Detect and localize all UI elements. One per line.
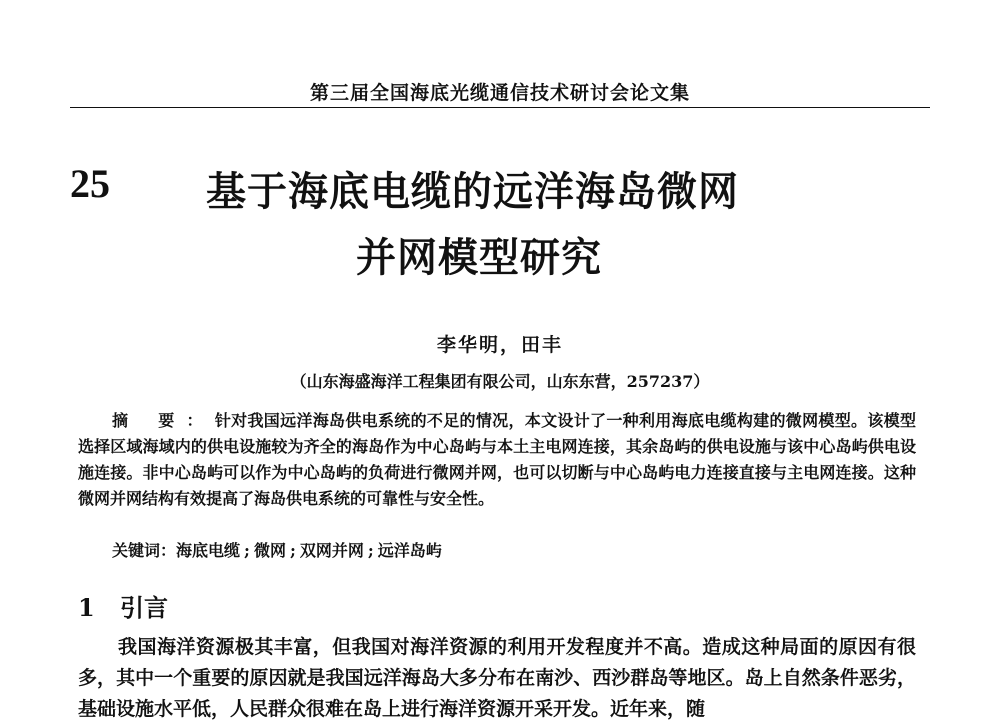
keyword-item: 远洋岛屿 <box>377 541 442 560</box>
abstract <box>78 408 916 512</box>
section-title: 引言 <box>120 593 168 622</box>
abstract-text: 针对我国远洋海岛供电系统的不足的情况，本文设计了一种利用海底电缆构建的微网模型。该模型选择区域海域内的供电设施较为齐全的海岛作为中心岛屿与本土主电网连接，其余岛屿的供电设施与该中心岛屿供电设施连接。非中心岛屿可以作为中心岛屿的负荷进行微网并网，也可以切断与中心岛屿电力连接直接与主电网连接。这种微网并网结构有效提高了海岛供电系统的可靠性与安全性。 <box>78 411 916 508</box>
authors: 李华明，田丰 <box>436 334 563 356</box>
affiliation: （山东海盛海洋工程集团有限公司，山东东营，257237） <box>290 372 710 391</box>
keywords-label: 关键词： <box>112 541 177 560</box>
abstract-label: 摘 要： <box>112 411 215 430</box>
body-paragraph: 我国海洋资源极其丰富，但我国对海洋资源的利用开发程度并不高。造成这种局面的原因有很多，其中一个重要的原因就是我国远洋海岛大多分布在南沙、西沙群岛等地区。岛上自然条件恶劣，基础设施水平低，人民群众很难在岛上进行海洋资源开采开发。近年来，随 <box>78 636 916 720</box>
paper-title-line-2: 并网模型研究 <box>356 234 602 281</box>
keywords: 关键词：海底电缆 ; 微网 ; 双网并网 ; 远洋岛屿 <box>112 541 442 560</box>
keyword-item: 双网并网 <box>299 541 364 560</box>
paper-title-line-1: 基于海底电缆的远洋海岛微网 <box>206 168 739 215</box>
chapter-number: 25 <box>70 161 110 206</box>
section-number: 1 <box>78 593 95 622</box>
keyword-item: 海底电缆 <box>176 541 241 560</box>
running-header: 第三届全国海底光缆通信技术研讨会论文集 <box>309 82 690 104</box>
header-rule <box>70 107 930 108</box>
section-heading <box>78 588 168 623</box>
keyword-item: 微网 <box>253 541 286 560</box>
